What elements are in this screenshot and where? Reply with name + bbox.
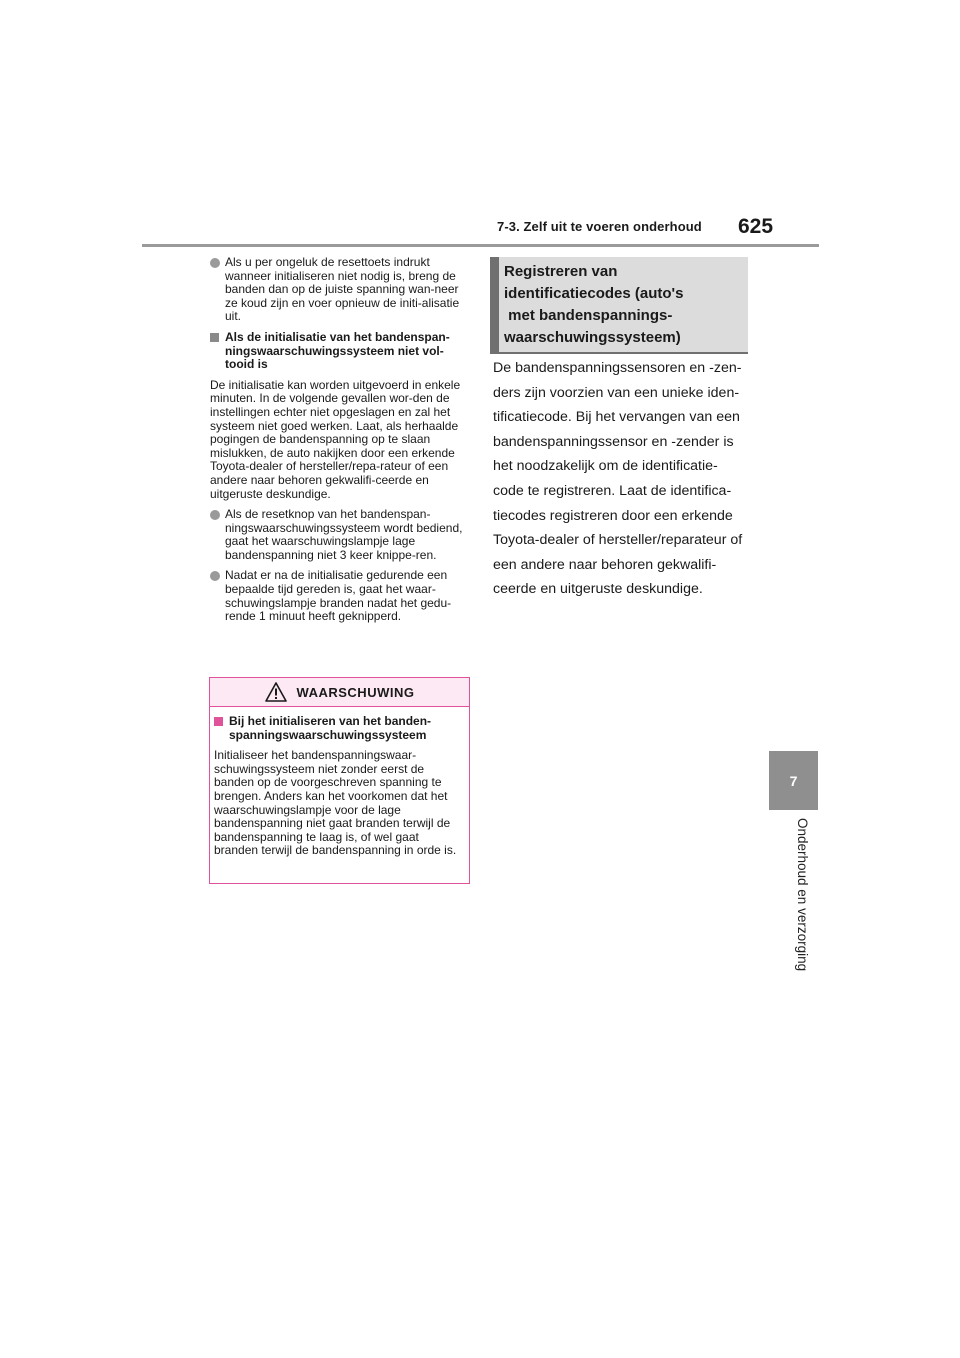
section-title-line: Registreren van — [504, 263, 618, 280]
chapter-title: Onderhoud en verzorging — [795, 818, 810, 972]
section-heading-box — [490, 257, 748, 352]
bullet-text: Nadat er na de initialisatie gedurende een bepaalde tijd gereden is, gaat het waar-schuwingslampje branden nadat het gedu-rende 1 minuut heeft geknipperd. — [225, 568, 452, 624]
body-line: bandenspanningssensor en -zender is — [493, 433, 734, 450]
square-bullet-icon — [210, 333, 219, 342]
section-heading-underline — [490, 352, 748, 354]
bullet-item — [210, 508, 472, 562]
section-title-line: met bandenspannings- — [504, 307, 673, 324]
body-line: ders zijn voorzien van een unieke iden- — [493, 384, 740, 401]
bullet-item — [210, 256, 472, 324]
chapter-tab — [769, 751, 818, 810]
body-line: een andere naar behoren gekwalifi- — [493, 556, 717, 573]
paragraph: De initialisatie kan worden uitgevoerd in enkele minuten. In de volgende gevallen wor-den de instellingen echter niet opgeslagen en zal het systeem niet goed werken. Laat, als herhaalde pogingen de bandenspanning op te slaan mislukken, de auto nakijken door een erkende Toyota-dealer of hersteller/repa-rateur of een andere naar behoren gekwalifi-ceerde en uitgeruste deskundige. — [210, 377, 461, 501]
header-section-title: 7-3. Zelf uit te voeren onderhoud — [497, 219, 702, 234]
body-line: Toyota-dealer of hersteller/reparateur of — [493, 532, 743, 549]
section-heading — [504, 261, 744, 349]
header-rule — [142, 244, 819, 247]
section-title-line: identificatiecodes (auto's — [504, 285, 684, 302]
section-title-line: waarschuwingssysteem) — [504, 329, 681, 346]
circle-bullet-icon — [210, 510, 220, 520]
bullet-text: Als u per ongeluk de resettoets indrukt wanneer initialiseren niet nodig is, breng de banden dan op de juiste spanning wan-neer ze koud zijn en voer opnieuw de initi-alisatie uit. — [225, 255, 460, 324]
bullet-text: Als de resetknop van het bandenspan-ningswaarschuwingssysteem wordt bediend, gaat het waarschuwingslampje lage bandenspanning niet 3 keer knippe-ren. — [225, 507, 463, 562]
subheading — [210, 331, 472, 372]
body-line: code te registreren. Laat de identifica- — [493, 482, 732, 499]
body-line: ceerde en uitgeruste deskundige. — [493, 581, 703, 598]
warning-title: WAARSCHUWING — [296, 684, 415, 700]
circle-bullet-icon — [210, 258, 220, 268]
page-number: 625 — [738, 215, 774, 238]
bullet-item — [210, 569, 472, 623]
warning-subheading-text: Bij het initialiseren van het banden-spanningswaarschuwingssysteem — [229, 714, 432, 742]
warning-box — [209, 677, 470, 884]
warning-text: Initialiseer het bandenspanningswaar-schuwingssysteem niet zonder eerst de banden op de voorgeschreven spanning te brengen. Anders kan het voorkomen dat het waarschuwingslampje voor de lage bandenspanning niet gaat branden terwijl de bandenspanning te laag is, of wel gaat branden terwijl de bandenspanning in orde is. — [214, 748, 457, 858]
warning-triangle-icon — [265, 682, 287, 702]
warning-subheading — [214, 715, 465, 742]
body-line: tiecodes registreren door een erkende — [493, 507, 733, 524]
body-line: het noodzakelijk om de identificatie- — [493, 458, 718, 475]
warning-body — [210, 707, 469, 858]
subheading-text: Als de initialisatie van het bandenspan-ningswaarschuwingssysteem niet vol-tooid is — [225, 329, 450, 372]
chapter-number: 7 — [789, 772, 798, 789]
circle-bullet-icon — [210, 571, 220, 581]
section-body — [493, 356, 751, 602]
warning-header — [210, 678, 469, 707]
square-bullet-icon — [214, 717, 223, 726]
body-line: tificatiecode. Bij het vervangen van een — [493, 409, 740, 426]
body-line: De bandenspanningssensoren en -zen- — [493, 360, 742, 376]
section-heading-bar — [490, 257, 499, 352]
left-column — [210, 256, 472, 631]
